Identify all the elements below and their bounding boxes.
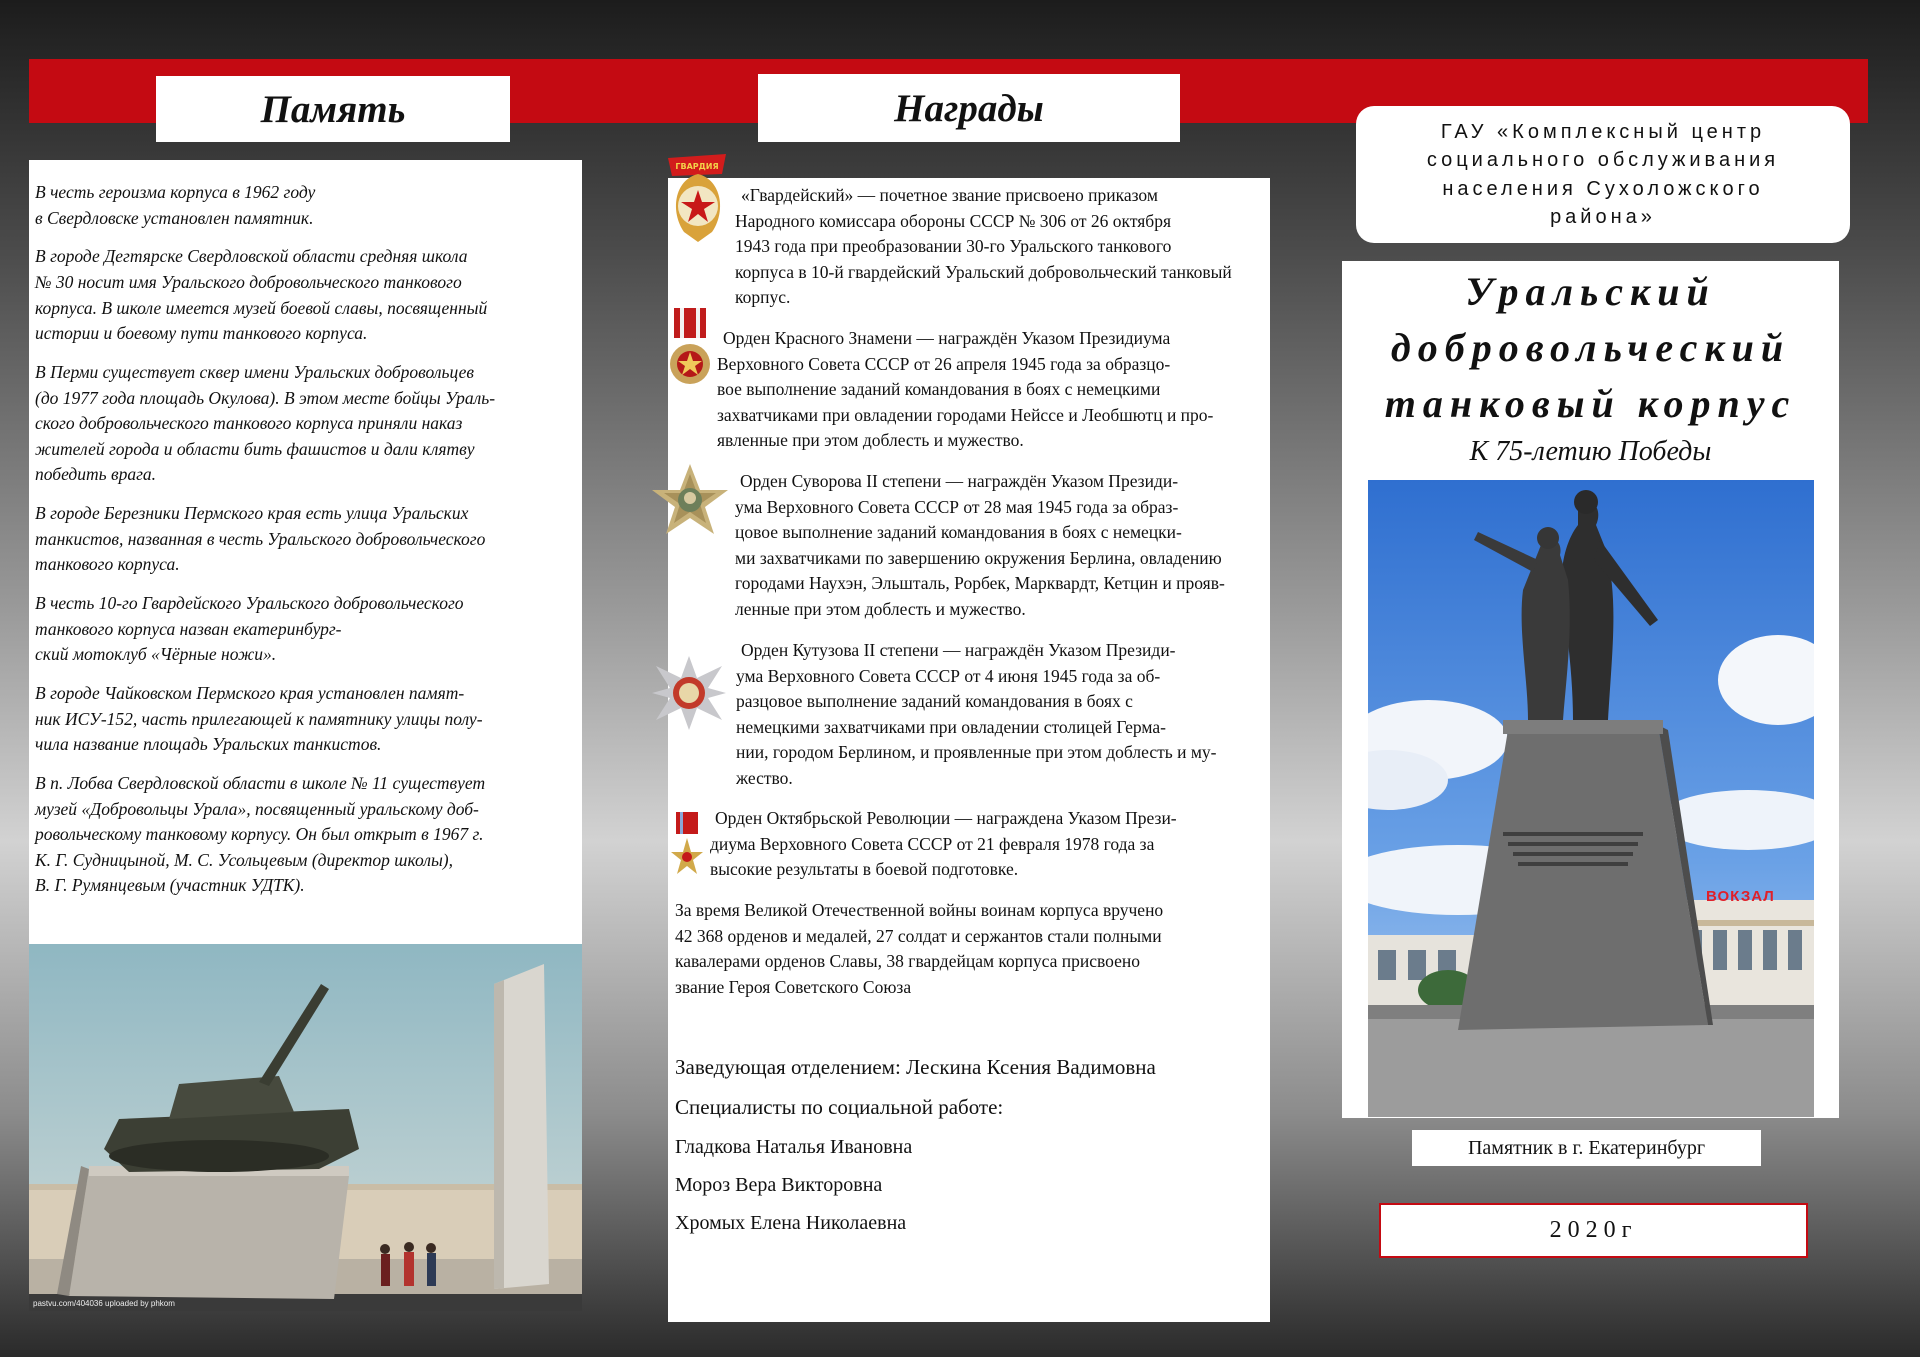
badge-label: ГВАРДИЯ: [675, 162, 719, 171]
awards-heading: Награды: [758, 74, 1180, 142]
organization-name: ГАУ «Комплексный центр социального обслуживания населения Сухоложского района»: [1356, 106, 1850, 243]
memory-paragraph: В Перми существует сквер имени Уральских добровольцев (до 1977 года площадь Окулова). В этом месте бойцы Ураль- ского добровольческого танкового корпуса приняли наказ жителей города и области бить фашистов и дали клятву победить врага.: [35, 361, 496, 485]
memory-paragraph: В городе Чайковском Пермского края установлен памят- ник ИСУ-152, часть прилегающей к памятнику улицы полу- чила название площадь Уральских танкистов.: [35, 683, 483, 755]
award-text: [675, 664, 1269, 792]
award-body: диума Верховного Совета СССР от 21 февраля 1978 года за высокие результаты в боевой подготовке.: [710, 833, 1155, 880]
award-text: [675, 352, 1269, 454]
awards-summary: За время Великой Отечественной войны воинам корпуса вручено 42 368 орденов и медалей, 27 солдат и сержантов стали полными кавалерами орденов Славы, 38 гвардейцам корпуса присвоено звание Героя Советского Союза: [675, 900, 1164, 997]
year-label: 2020г: [1379, 1203, 1808, 1258]
cover-title-line: добровольческий: [1390, 325, 1791, 370]
award-suvorov: [675, 469, 1269, 623]
memory-heading: Память: [156, 76, 510, 142]
monument-photo: [1368, 480, 1814, 1117]
memory-paragraph: В честь героизма корпуса в 1962 году в Свердловске установлен памятник.: [35, 182, 316, 228]
memory-paragraph: В честь 10-го Гвардейского Уральского добровольческого танкового корпуса назван екатеринбург- ский мотоклуб «Чёрные ножи».: [35, 593, 464, 665]
award-text: [675, 209, 1269, 311]
award-kutuzov: [675, 638, 1269, 792]
cover-title-line: Уральский: [1465, 269, 1716, 314]
department-head: Заведующая отделением: Лескина Ксения Вадимовна: [675, 1055, 1156, 1079]
award-body: Народного комиссара обороны СССР № 306 от 26 октября 1943 года при преобразовании 30-го Уральского танкового корпуса в 10-й гвардейский Уральский добровольческий танковый корпус.: [735, 210, 1232, 308]
award-first-line: Орден Октябрьской Революции — награждена Указом Прези-: [715, 808, 1177, 828]
specialist-name: Хромых Елена Николаевна: [675, 1212, 907, 1234]
memory-paragraph: В городе Березники Пермского края есть улица Уральских танкистов, названная в честь Уральского добровольческого танкового корпуса.: [35, 503, 486, 575]
tank-monument-photo: [29, 944, 582, 1311]
cover-title-line: танковый корпус: [1384, 381, 1797, 426]
photo-credit: pastvu.com/404036 uploaded by phkom: [33, 1299, 175, 1308]
specialist-name: Мороз Вера Викторовна: [675, 1174, 883, 1196]
cover-subtitle: К 75-летию Победы: [1469, 436, 1712, 467]
station-sign: ВОКЗАЛ: [1706, 888, 1775, 905]
award-body: Верховного Совета СССР от 26 апреля 1945 года за образцо- вое выполнение заданий командования в боях с немецкими захватчиками при овладении городами Нейссе и Леобшютц и про- явленные при этом доблесть и мужество.: [717, 353, 1214, 451]
award-first-line: Орден Суворова II степени — награждён Указом Президи-: [740, 471, 1179, 491]
specialists-label: Специалисты по социальной работе:: [675, 1095, 1004, 1119]
award-first-line: Орден Красного Знамени — награждён Указом Президиума: [723, 328, 1171, 348]
award-october: [675, 806, 1269, 883]
cover-title: [1342, 264, 1839, 432]
award-guards: [675, 183, 1269, 311]
award-body: ума Верховного Совета СССР от 4 июня 1945 года за об- разцовое выполнение заданий командования в боях с немецкими захватчиками при овладении столицей Герма- нии, городом Берлином, и проявленные при этом доблесть и му- жество.: [736, 665, 1217, 788]
award-text: [675, 832, 1269, 883]
award-body: ума Верховного Совета СССР от 28 мая 1945 года за образ- цовое выполнение заданий командования в боях с немецки- ми захватчиками по завершению окружения Берлина, овладению городами Наухэн, Эльшталь, Рорбек, Марквардт, Кетцин и прояв- ленные при этом доблесть и мужество.: [735, 496, 1225, 619]
award-first-line: «Гвардейский» — почетное звание присвоено приказом: [741, 185, 1158, 205]
specialist-name: Гладкова Наталья Ивановна: [675, 1136, 913, 1158]
award-red-banner: [675, 326, 1269, 454]
award-text: [675, 495, 1269, 623]
memory-paragraph: В городе Дегтярске Свердловской области средняя школа № 30 носит имя Уральского добровольческого танкового корпуса. В школе имеется музей боевой славы, посвященный истории и боевому пути танкового корпуса.: [35, 246, 488, 344]
award-first-line: Орден Кутузова II степени — награждён Указом Президи-: [741, 640, 1176, 660]
photo-caption: Памятник в г. Екатеринбург: [1412, 1130, 1761, 1166]
memory-paragraph: В п. Лобва Свердловской области в школе № 11 существует музей «Добровольцы Урала», посвященный уральскому доб- ровольческому танковому корпусу. Он был открыт в 1967 г. К. Г. Судницыной, М. С. Усольцевым (директор школы), В. Г. Румянцевым (участник УДТК).: [35, 773, 486, 896]
memory-text: [35, 180, 581, 912]
